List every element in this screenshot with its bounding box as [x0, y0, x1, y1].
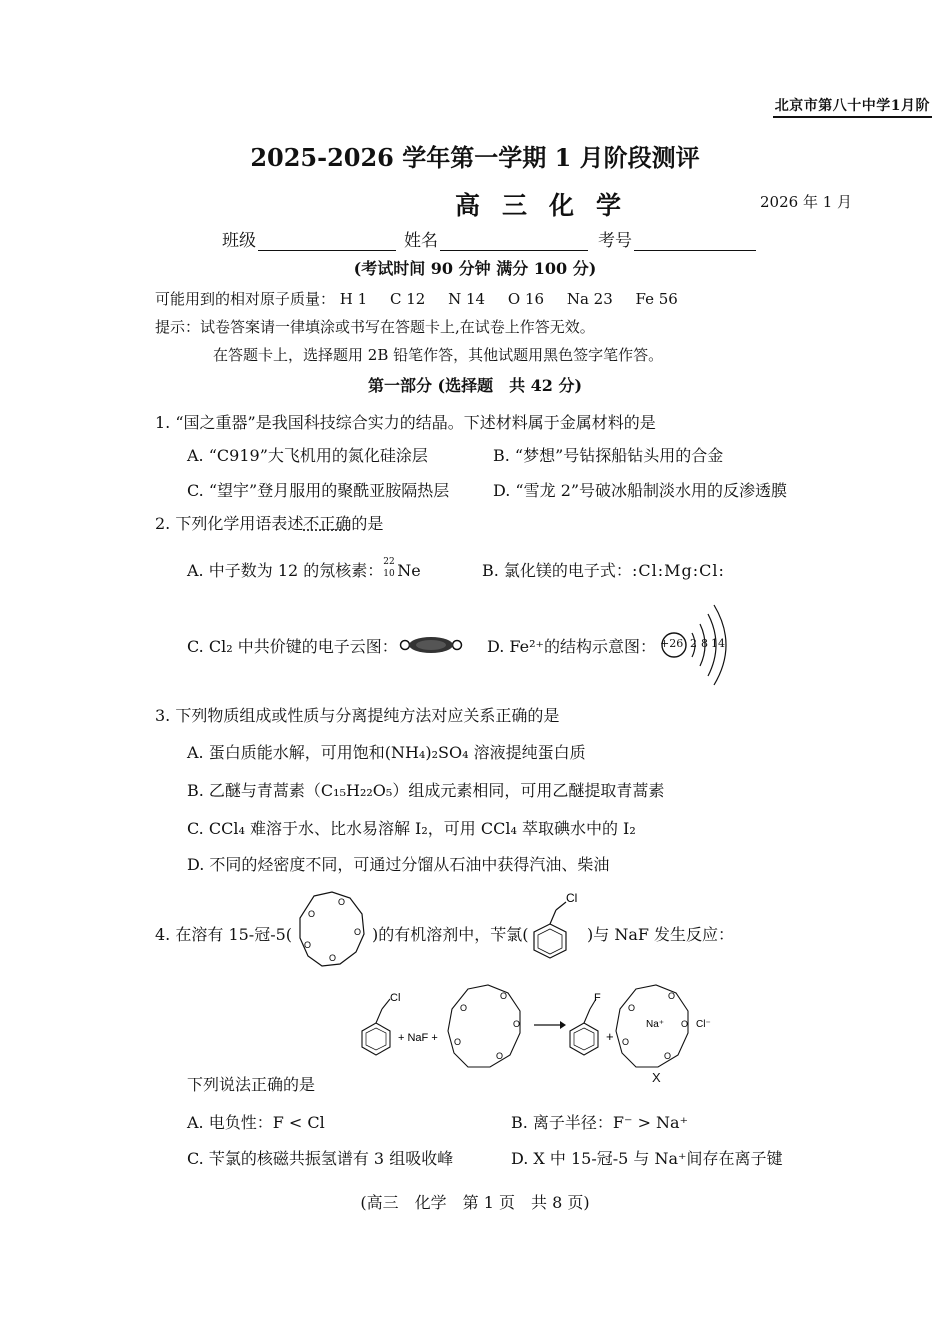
q2-option-a[interactable]	[187, 558, 421, 581]
q4-lead: 下列说法正确的是	[187, 1075, 316, 1094]
q4-stem-c: )与 NaF 发生反应：	[587, 925, 735, 944]
class-label: 班级	[222, 231, 256, 251]
q3-stem: 3. 下列物质组成或性质与分离提纯方法对应关系正确的是	[155, 706, 560, 725]
name-label: 姓名	[404, 231, 438, 251]
o-label: O	[664, 1051, 672, 1061]
fe-nucleus-charge: +26	[660, 637, 684, 650]
q1-option-a[interactable]: A. “C919”大飞机用的氮化硅涂层	[187, 446, 428, 465]
mass-item: H 1	[339, 290, 368, 308]
crown-o-label: O	[354, 927, 362, 937]
o-label: O	[622, 1037, 630, 1047]
cl-ion-label: Cl⁻	[696, 1019, 711, 1030]
benzyl-chloride-icon	[526, 888, 588, 964]
mass-item: Na 23	[566, 290, 613, 308]
reactant-cl-label: Cl	[390, 992, 401, 1004]
q4-option-c[interactable]: C. 苄氯的核磁共振氢谱有 3 组吸收峰	[187, 1149, 454, 1168]
q2-d-text: D. Fe²⁺的结构示意图：	[487, 637, 656, 656]
exam-no-blank[interactable]	[634, 232, 756, 251]
q4-stem-b: )的有机溶剂中，苄氯(	[372, 925, 529, 944]
crown-o-label: O	[308, 909, 316, 919]
mass-item: O 16	[507, 290, 545, 308]
q2-option-c[interactable]	[187, 634, 398, 657]
subject-title: 高三化学	[455, 191, 644, 220]
exam-no-label: 考号	[598, 231, 632, 251]
fe-shell-2: 8	[701, 637, 708, 650]
crown-ether-icon	[292, 888, 372, 972]
q2-emphasis: 不正确	[303, 514, 352, 533]
q2-option-d[interactable]	[487, 634, 656, 657]
q2-b-text: B. 氯化镁的电子式：	[482, 561, 632, 580]
q3-option-d[interactable]: D. 不同的烃密度不同，可通过分馏从石油中获得汽油、柴油	[187, 855, 610, 874]
tips-line-1: 提示：试卷答案请一律填涂或书写在答题卡上,在试卷上作答无效。	[155, 318, 595, 336]
part-title: 第一部分 (选择题 共 42 分)	[367, 376, 583, 395]
q1-option-c[interactable]: C. “望宇”登月服用的聚酰亚胺隔热层	[187, 481, 450, 500]
mass-item: N 14	[448, 290, 486, 308]
q4-option-b[interactable]: B. 离子半径：F⁻ > Na⁺	[511, 1113, 689, 1132]
atomic-number: 10	[383, 569, 395, 579]
q1-option-b[interactable]: B. “梦想”号钻探船钻头用的合金	[493, 446, 724, 465]
page-footer: (高三 化学 第 1 页 共 8 页)	[360, 1193, 590, 1212]
o-label: O	[681, 1019, 689, 1029]
cl-label: Cl	[566, 891, 578, 905]
fe-shell-3: 14	[711, 637, 725, 650]
q4-stem-a: 4. 在溶有 15-冠-5(	[155, 925, 293, 944]
name-field[interactable]	[404, 226, 592, 251]
exam-date: 2026 年 1 月	[760, 193, 853, 211]
crown-o-label: O	[304, 940, 312, 950]
o-label: O	[668, 991, 676, 1001]
class-field[interactable]	[222, 226, 400, 251]
na-ion-label: Na⁺	[646, 1019, 665, 1030]
plus-label: +	[606, 1029, 614, 1044]
q3-option-b[interactable]: B. 乙醚与青蒿素（C₁₅H₂₂O₅）组成元素相同，可用乙醚提取青蒿素	[187, 781, 665, 800]
name-blank[interactable]	[440, 232, 588, 251]
q1-option-d[interactable]: D. “雪龙 2”号破冰船制淡水用的反渗透膜	[493, 481, 788, 500]
atomic-masses-label: 可能用到的相对原子质量：	[155, 290, 336, 308]
o-label: O	[628, 1003, 636, 1013]
ne-symbol: Ne	[397, 561, 421, 580]
nuclide-notation	[383, 557, 397, 581]
tips-line-2: 在答题卡上，选择题用 2B 铅笔作答，其他试题用黑色签字笔作答。	[213, 346, 664, 364]
o-label: O	[460, 1003, 468, 1013]
q2-stem-end: 的是	[351, 514, 384, 533]
mass-item: Fe 56	[635, 290, 678, 308]
q3-option-a[interactable]: A. 蛋白质能水解，可用饱和(NH₄)₂SO₄ 溶液提纯蛋白质	[187, 743, 586, 762]
electron-cloud-icon	[398, 634, 464, 656]
q3-option-c[interactable]: C. CCl₄ 难溶于水、比水易溶解 I₂，可用 CCl₄ 萃取碘水中的 I₂	[187, 819, 636, 838]
exam-title: 2025-2026 学年第一学期 1 月阶段测评	[250, 143, 700, 172]
o-label: O	[513, 1019, 521, 1029]
q2-option-b[interactable]	[482, 558, 725, 581]
mass-item: C 12	[389, 290, 426, 308]
atomic-masses	[155, 288, 696, 309]
q2-a-text: A. 中子数为 12 的氖核素：	[187, 561, 384, 580]
fe-shell-1: 2	[690, 637, 697, 650]
q1-stem: 1. “国之重器”是我国科技综合实力的结晶。下述材料属于金属材料的是	[155, 413, 656, 432]
reactant-crown-ether	[448, 985, 520, 1067]
class-blank[interactable]	[258, 232, 396, 251]
q4-option-d[interactable]: D. X 中 15-冠-5 与 Na⁺间存在离子键	[511, 1149, 783, 1168]
product-f-label: F	[594, 992, 601, 1004]
school-stamp: 北京市第八十中学1月阶	[773, 95, 932, 118]
plus-naf-label: + NaF +	[398, 1032, 438, 1044]
crown-o-label: O	[329, 953, 337, 963]
mass-number: 22	[383, 557, 395, 567]
exam-time: (考试时间 90 分钟 满分 100 分)	[353, 259, 597, 278]
exam-no-field[interactable]	[598, 226, 760, 251]
mgcl2-electron-formula: :Cl:Mg:Cl:	[631, 561, 725, 580]
q4-option-a[interactable]: A. 电负性：F < Cl	[187, 1113, 325, 1132]
o-label: O	[454, 1037, 462, 1047]
product-x-label: X	[652, 1070, 661, 1085]
o-label: O	[496, 1051, 504, 1061]
o-label: O	[500, 991, 508, 1001]
q2-c-text: C. Cl₂ 中共价键的电子云图：	[187, 637, 398, 656]
reaction-scheme	[350, 975, 730, 1085]
q2-stem-text: 2. 下列化学用语表述	[155, 514, 304, 533]
crown-o-label: O	[338, 897, 346, 907]
q2-stem	[155, 511, 383, 534]
